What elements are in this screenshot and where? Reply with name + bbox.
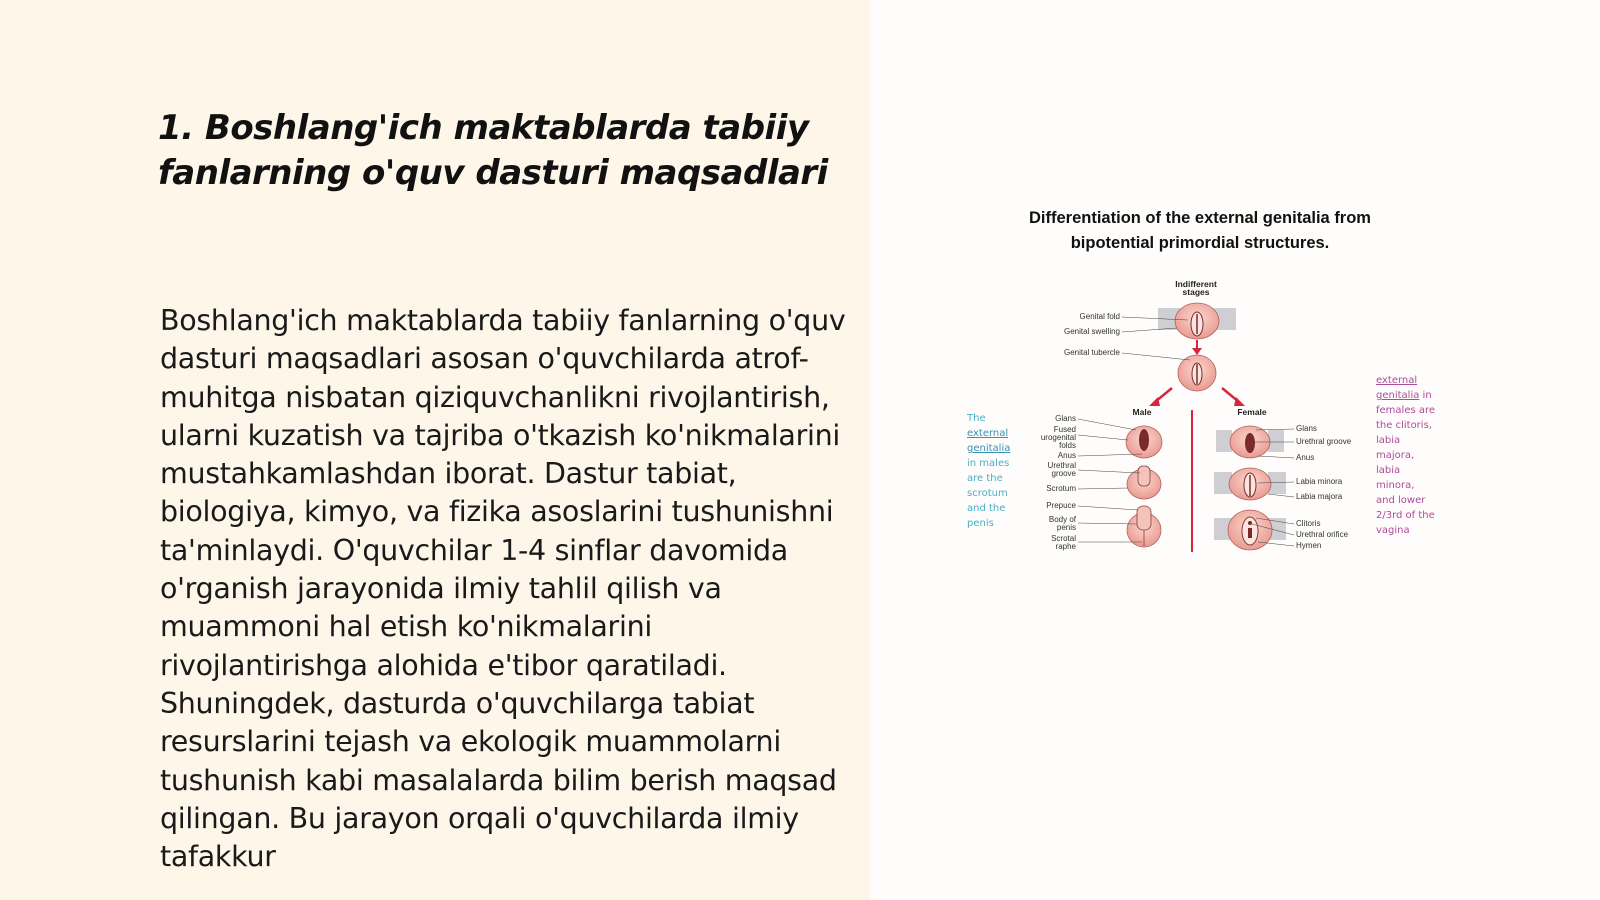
male-label-scrotal-2: raphe (1055, 542, 1076, 551)
slide-body-text: Boshlang'ich maktablarda tabiiy fanlarning o'quv dasturi maqsadlari asosan o'quvchilarda atrof-muhitga nisbatan qiziquvchanlikni rivojlantirish, ularni kuzatish va tajriba o'tkazish ko'nikmalarini mustahkamlashdan iborat. Dastur tabiat, biologiya, kimyo, va fizika asoslarini tushunishni ta'minlaydi. O'quvchilar 1-4 sinflar davomida o'rganish jarayonida ilmiy tahlil qilish va muammoni hal etish ko'nikmalarini rivojlantirishga alohida e'tibor qaratiladi. Shuningdek, dasturda o'quvchilarga tabiat resurslarini tejash va ekologik muammolarni tushunish kabi masalalarda bilim berish maqsad qilingan. Bu jarayon orqali o'quvchilarda ilmiy tafakkur (160, 304, 846, 874)
figure-title-line-2: bipotential primordial structures. (1070, 234, 1330, 252)
female-label-clitoris: Clitoris (1296, 519, 1321, 528)
male-heading: Male (1132, 407, 1152, 417)
female-label-labia-majora: Labia majora (1296, 492, 1343, 501)
male-label-body-2: penis (1056, 523, 1076, 532)
male-label-urethral-2: groove (1051, 469, 1076, 478)
male-label-fused-1: Fused (1053, 425, 1076, 434)
male-external-genitalia-link[interactable]: external genitalia (967, 428, 1011, 454)
female-label-urethral-orifice: Urethral orifice (1296, 530, 1349, 539)
female-label-glans: Glans (1296, 424, 1317, 433)
female-label-urethral-groove: Urethral groove (1296, 437, 1352, 446)
male-note-prefix: The (967, 413, 986, 424)
female-note-suffix: in females are the clitoris, labia majora, labia minora, and lower 2/3rd of the vagina (1376, 390, 1436, 536)
female-side-note (1376, 373, 1436, 538)
genitalia-differentiation-diagram (960, 280, 1430, 570)
indifferent-stage-2-illustration (1178, 355, 1216, 391)
female-external-genitalia-link[interactable]: external genitalia (1376, 375, 1420, 401)
female-label-hymen: Hymen (1296, 541, 1322, 550)
male-note-suffix: in males are the scrotum and the penis (967, 458, 1010, 529)
figure-title (980, 206, 1420, 256)
label-genital-fold: Genital fold (1079, 312, 1120, 321)
male-label-glans: Glans (1055, 414, 1076, 423)
stage-label-2: stages (1182, 287, 1210, 297)
slide-title: 1. Boshlang'ich maktablarda tabiiy fanlarning o'quv dasturi maqsadlari (158, 108, 828, 193)
male-label-scrotum: Scrotum (1046, 484, 1076, 493)
male-label-urethral-1: Urethral (1047, 461, 1076, 470)
male-side-note (967, 411, 1017, 531)
indifferent-stage-1-illustration (1158, 303, 1236, 339)
male-label-scrotal-1: Scrotal (1051, 534, 1076, 543)
label-genital-tubercle: Genital tubercle (1063, 348, 1120, 357)
male-label-body-1: Body of (1048, 515, 1076, 524)
female-label-anus: Anus (1296, 453, 1315, 462)
male-label-prepuce: Prepuce (1046, 501, 1076, 510)
arrow-down-icon (1192, 348, 1202, 355)
female-heading: Female (1237, 407, 1267, 417)
figure-title-line-1: Differentiation of the external genitalia from (1029, 209, 1371, 227)
stage-label-1: Indifferent (1175, 280, 1217, 289)
male-label-fused-3: folds (1059, 441, 1076, 450)
female-label-labia-minora: Labia minora (1296, 477, 1343, 486)
male-label-anus: Anus (1057, 451, 1076, 460)
male-label-fused-2: urogenital (1040, 433, 1076, 442)
label-genital-swelling: Genital swelling (1063, 327, 1120, 336)
male-illustrations (1126, 426, 1162, 547)
female-illustrations (1214, 426, 1286, 550)
